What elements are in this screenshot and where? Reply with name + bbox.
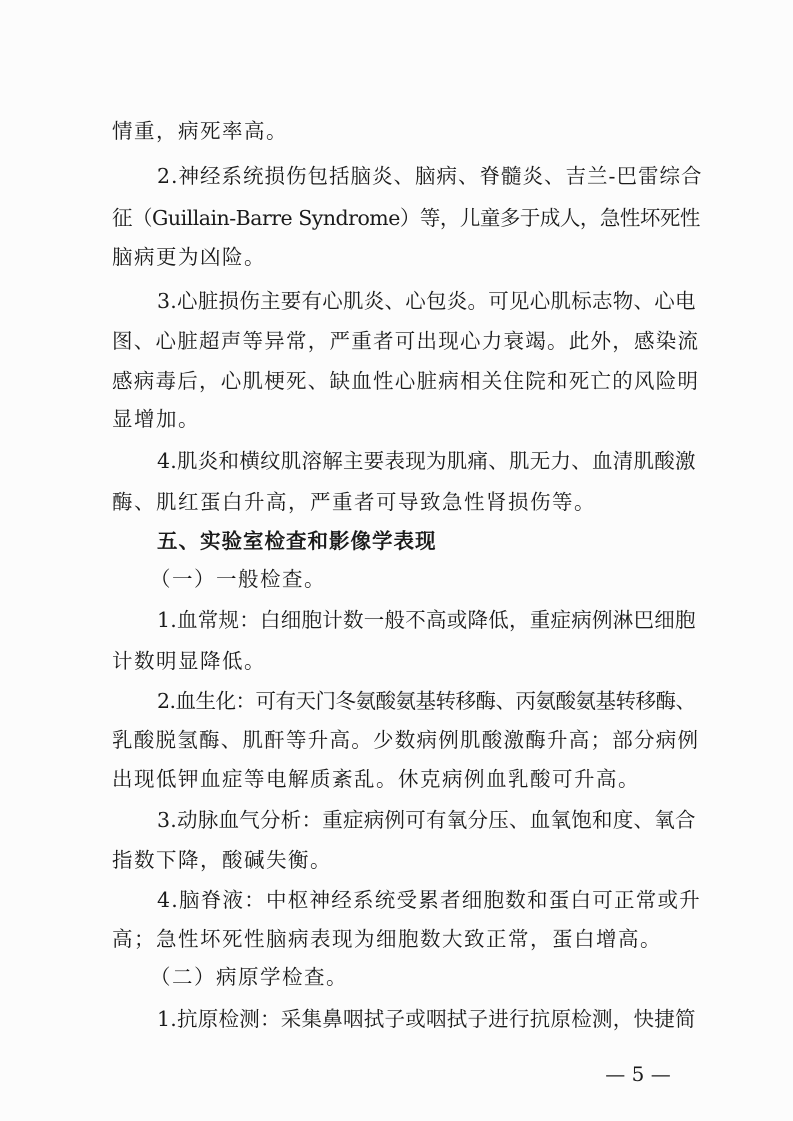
paragraph-line: 情重，病死率高。 (112, 119, 288, 143)
paragraph-line: 征（Guillain-Barre Syndrome）等，儿童多于成人，急性坏死性 (112, 206, 700, 230)
paragraph-line: 1.抗原检测：采集鼻咽拭子或咽拭子进行抗原检测，快捷简 (157, 1007, 696, 1031)
paragraph-line: 2.神经系统损伤包括脑炎、脑病、脊髓炎、吉兰-巴雷综合 (157, 164, 703, 188)
subsection-heading: （一）一般检查。 (150, 567, 326, 591)
paragraph-line: 图、心脏超声等异常，严重者可出现心力衰竭。此外，感染流 (112, 329, 700, 353)
paragraph-line: 计数明显降低。 (112, 649, 266, 673)
subsection-heading: （二）病原学检查。 (150, 965, 348, 989)
section-heading: 五、实验室检查和影像学表现 (157, 529, 437, 553)
paragraph-line: 1.血常规：白细胞计数一般不高或降低，重症病例淋巴细胞 (157, 608, 696, 632)
paragraph-line: 3.心脏损伤主要有心肌炎、心包炎。可见心肌标志物、心电 (157, 289, 696, 313)
page-number: — 5 — (605, 1062, 671, 1086)
paragraph-line: 出现低钾血症等电解质紊乱。休克病例血乳酸可升高。 (112, 767, 640, 791)
paragraph-line: 乳酸脱氢酶、肌酐等升高。少数病例肌酸激酶升高；部分病例 (112, 728, 700, 752)
paragraph-line: 高；急性坏死性脑病表现为细胞数大致正常，蛋白增高。 (112, 927, 662, 951)
paragraph-line: 4.肌炎和横纹肌溶解主要表现为肌痛、肌无力、血清肌酸激 (157, 449, 696, 473)
paragraph-line: 酶、肌红蛋白升高，严重者可导致急性肾损伤等。 (112, 490, 596, 514)
paragraph-line: 感病毒后，心肌梗死、缺血性心脏病相关住院和死亡的风险明 (112, 369, 700, 393)
paragraph-line: 2.血生化：可有天门冬氨酸氨基转移酶、丙氨酸氨基转移酶、 (157, 689, 696, 713)
paragraph-line: 4.脑脊液：中枢神经系统受累者细胞数和蛋白可正常或升 (157, 888, 702, 912)
paragraph-line: 3.动脉血气分析：重症病例可有氧分压、血氧饱和度、氧合 (157, 808, 696, 832)
paragraph-line: 显增加。 (112, 407, 200, 431)
paragraph-line: 指数下降，酸碱失衡。 (112, 848, 332, 872)
paragraph-line: 脑病更为凶险。 (112, 245, 266, 269)
